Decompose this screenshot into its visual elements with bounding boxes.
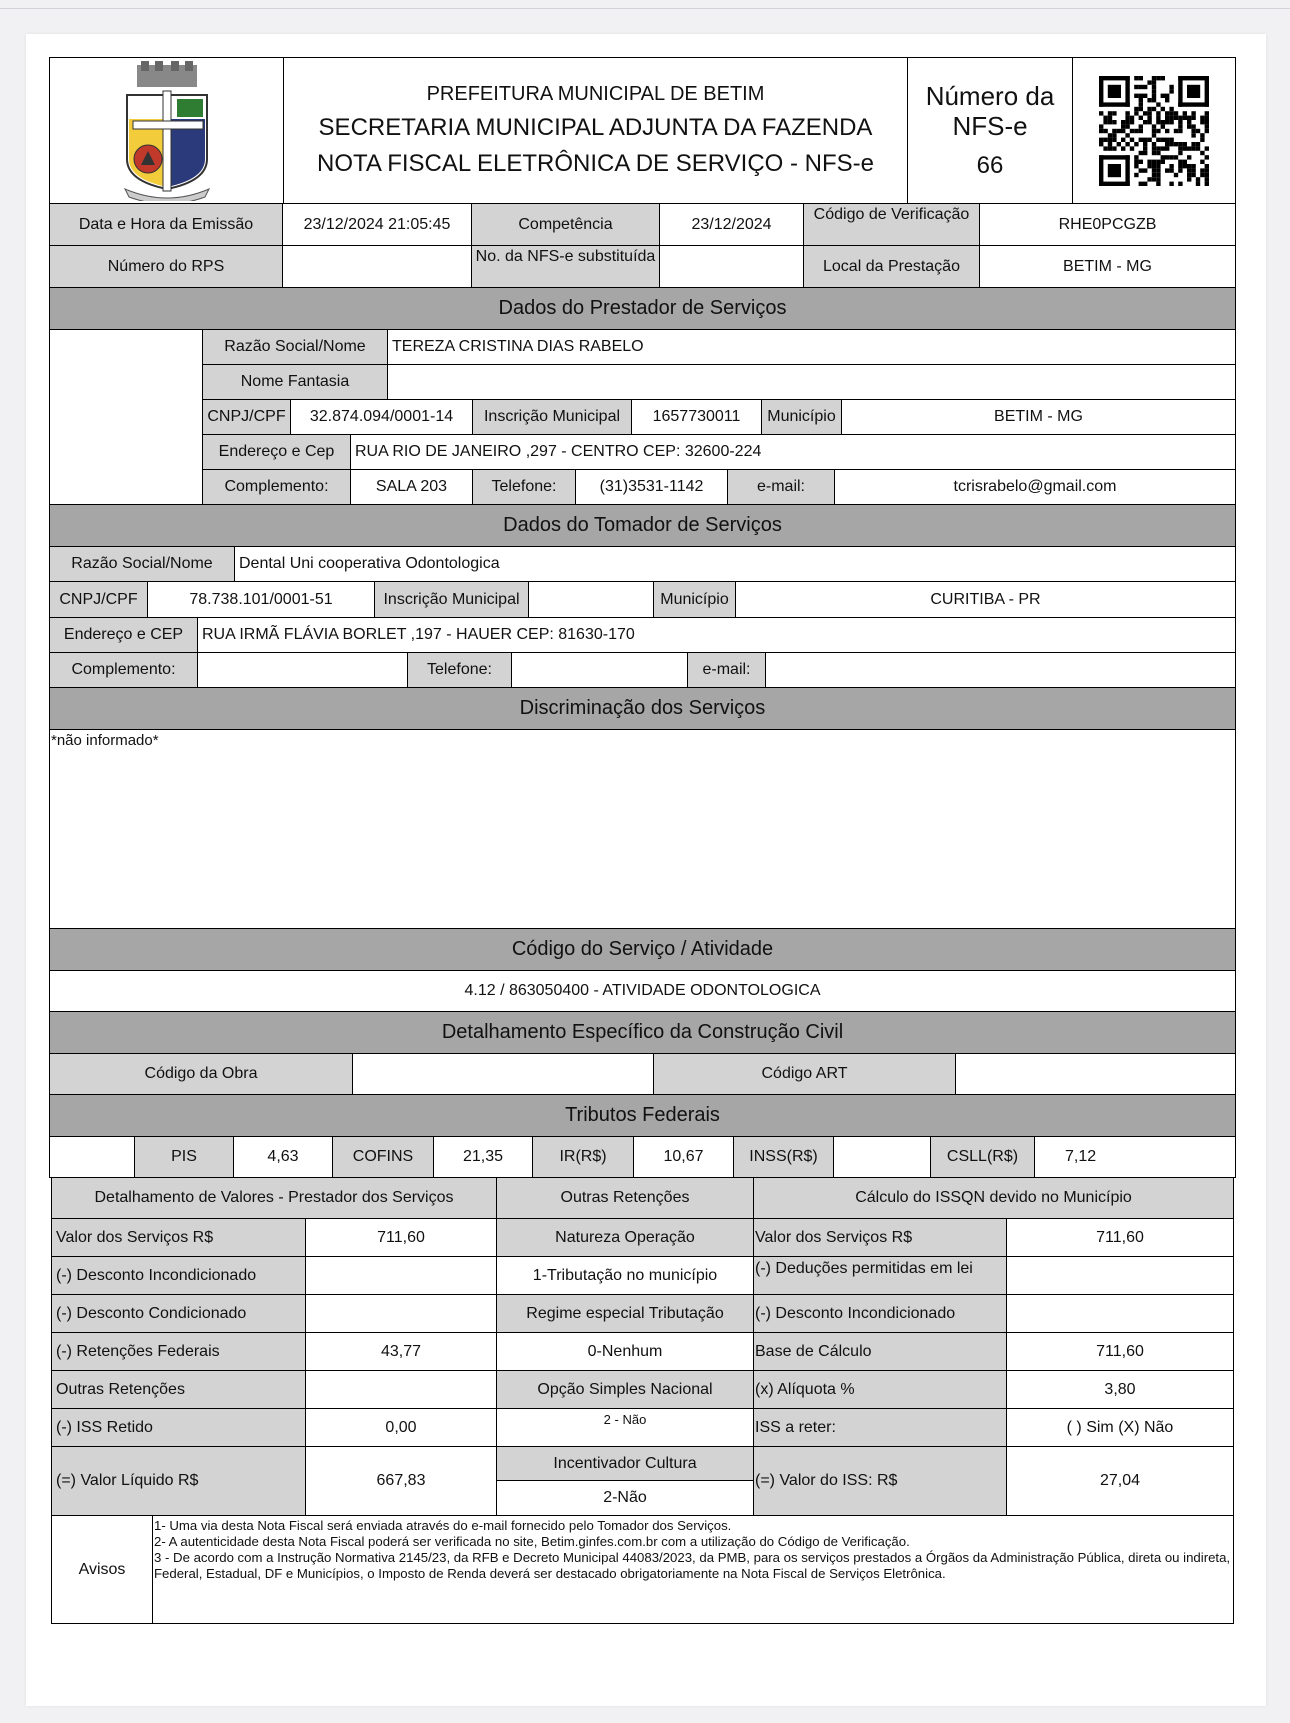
competencia-label: Competência bbox=[472, 204, 660, 246]
substituted-nfse-label: No. da NFS-e substituída bbox=[472, 246, 660, 288]
nfse-number-label-1: Número da bbox=[925, 80, 1055, 111]
service-location-value: BETIM - MG bbox=[980, 246, 1236, 288]
customer-address-row bbox=[49, 618, 1236, 653]
customer-city-value: CURITIBA - PR bbox=[736, 582, 1236, 618]
top-divider bbox=[0, 8, 1290, 9]
pis-value: 4,63 bbox=[234, 1137, 333, 1178]
competencia-value: 23/12/2024 bbox=[660, 204, 804, 246]
cultural-incentive-cell bbox=[497, 1447, 754, 1516]
values-row-label: Outras Retenções bbox=[52, 1371, 306, 1409]
cultural-incentive-label: Incentivador Cultura bbox=[497, 1447, 754, 1481]
provider-email-value: tcrisrabelo@gmail.com bbox=[835, 470, 1236, 505]
values-row-middle: 0-Nenhum bbox=[497, 1333, 754, 1371]
csll-value: 7,12 bbox=[1035, 1137, 1236, 1178]
csll-label: CSLL(R$) bbox=[931, 1137, 1035, 1178]
provider-fields bbox=[203, 330, 1236, 505]
verification-code-value: RHE0PCGZB bbox=[980, 204, 1236, 246]
emission-date-label: Data e Hora da Emissão bbox=[50, 204, 283, 246]
values-row bbox=[51, 1295, 1234, 1333]
customer-im-label: Inscrição Municipal bbox=[375, 582, 529, 618]
provider-complement-value: SALA 203 bbox=[351, 470, 473, 505]
customer-name-label: Razão Social/Nome bbox=[50, 547, 235, 582]
pis-label: PIS bbox=[135, 1137, 234, 1178]
values-row-issqn-value: ( ) Sim (X) Não bbox=[1007, 1409, 1234, 1447]
customer-email-label: e-mail: bbox=[688, 653, 766, 688]
values-row-issqn-label: ISS a reter: bbox=[754, 1409, 1007, 1447]
emission-date-value: 23/12/2024 21:05:45 bbox=[283, 204, 472, 246]
values-row-issqn-label: (-) Deduções permitidas em lei bbox=[754, 1257, 1007, 1295]
service-code-title: Código do Serviço / Atividade bbox=[49, 929, 1236, 971]
notice-3: 3 - De acordo com a Instrução Normativa 2145/23, da RFB e Decreto Municipal 44083/2023, da PMB, para os serviços prestados a Órgãos da Administração Pública, direta ou indireta, Federal, Estadual, DF e Municípios, o Imposto de Renda deverá ser destacado obrigatoriamente na Nota Fiscal de Serviços Eletrônica. bbox=[154, 1550, 1231, 1581]
values-row-value: 711,60 bbox=[306, 1219, 497, 1257]
values-row-label: (-) Retenções Federais bbox=[52, 1333, 306, 1371]
iss-value-label: (=) Valor do ISS: R$ bbox=[754, 1447, 1007, 1516]
customer-section-title: Dados do Tomador de Serviços bbox=[49, 505, 1236, 547]
values-block bbox=[51, 1178, 1234, 1624]
values-row-issqn-label: Base de Cálculo bbox=[754, 1333, 1007, 1371]
values-row-middle: Natureza Operação bbox=[497, 1219, 754, 1257]
provider-name-label: Razão Social/Nome bbox=[203, 330, 388, 365]
service-code-value: 4.12 / 863050400 - ATIVIDADE ODONTOLOGICA bbox=[50, 971, 1236, 1012]
provider-im-label: Inscrição Municipal bbox=[473, 400, 632, 435]
net-value: 667,83 bbox=[306, 1447, 497, 1516]
values-row-label: (-) ISS Retido bbox=[52, 1409, 306, 1447]
customer-complement-value bbox=[198, 653, 408, 688]
provider-block bbox=[49, 330, 1236, 505]
provider-cnpj-label: CNPJ/CPF bbox=[203, 400, 291, 435]
services-description-text: *não informado* bbox=[49, 730, 1236, 929]
provider-complement-label: Complemento: bbox=[203, 470, 351, 505]
provider-fantasy-label: Nome Fantasia bbox=[203, 365, 388, 400]
provider-city-value: BETIM - MG bbox=[842, 400, 1236, 435]
customer-email-value bbox=[766, 653, 1236, 688]
nfse-document bbox=[49, 57, 1236, 1624]
values-row-middle: 1-Tributação no município bbox=[497, 1257, 754, 1295]
values-row-middle: Regime especial Tributação bbox=[497, 1295, 754, 1333]
provider-fantasy-value bbox=[388, 365, 1236, 400]
customer-address-label: Endereço e CEP bbox=[50, 618, 198, 653]
cultural-incentive-value: 2-Não bbox=[497, 1481, 754, 1516]
values-row-issqn-label: (x) Alíquota % bbox=[754, 1371, 1007, 1409]
header-titles bbox=[284, 58, 908, 203]
document-title: NOTA FISCAL ELETRÔNICA DE SERVIÇO - NFS-e bbox=[316, 150, 874, 177]
construction-title: Detalhamento Específico da Construção Civil bbox=[49, 1012, 1236, 1054]
verification-code-label: Código de Verificação bbox=[804, 204, 980, 246]
federal-taxes-title: Tributos Federais bbox=[49, 1095, 1236, 1137]
customer-phone-value bbox=[512, 653, 688, 688]
cofins-label: COFINS bbox=[333, 1137, 434, 1178]
emission-row bbox=[49, 204, 1236, 246]
values-row-issqn-value bbox=[1007, 1257, 1234, 1295]
customer-contact-row bbox=[49, 653, 1236, 688]
values-header-row bbox=[51, 1178, 1234, 1219]
header bbox=[49, 57, 1236, 204]
provider-name-value: TEREZA CRISTINA DIAS RABELO bbox=[388, 330, 1236, 365]
values-row-value bbox=[306, 1257, 497, 1295]
rps-number-label: Número do RPS bbox=[50, 246, 283, 288]
net-value-label: (=) Valor Líquido R$ bbox=[52, 1447, 306, 1516]
values-row-value bbox=[306, 1371, 497, 1409]
provider-phone-value: (31)3531-1142 bbox=[576, 470, 728, 505]
values-row bbox=[51, 1409, 1234, 1447]
values-other-retentions-title: Outras Retenções bbox=[497, 1178, 754, 1219]
nfse-number: 66 bbox=[976, 151, 1004, 179]
customer-city-label: Município bbox=[654, 582, 736, 618]
services-description-title: Discriminação dos Serviços bbox=[49, 688, 1236, 730]
values-row-issqn-value bbox=[1007, 1295, 1234, 1333]
qr-code-icon bbox=[1073, 58, 1235, 203]
construction-obra-label: Código da Obra bbox=[50, 1054, 353, 1095]
construction-obra-value bbox=[353, 1054, 654, 1095]
values-row-value: 0,00 bbox=[306, 1409, 497, 1447]
customer-address-value: RUA IRMÃ FLÁVIA BORLET ,197 - HAUER CEP: 81630-170 bbox=[198, 618, 1236, 653]
values-row-middle: 2 - Não bbox=[497, 1409, 754, 1447]
cofins-value: 21,35 bbox=[434, 1137, 533, 1178]
customer-phone-label: Telefone: bbox=[408, 653, 512, 688]
nfse-number-box bbox=[908, 58, 1073, 203]
values-provider-title: Detalhamento de Valores - Prestador dos Serviços bbox=[52, 1178, 497, 1219]
provider-phone-label: Telefone: bbox=[473, 470, 576, 505]
provider-name-row bbox=[203, 330, 1236, 365]
notices bbox=[51, 1516, 1234, 1624]
betim-coat-of-arms-icon bbox=[50, 58, 284, 203]
values-row-issqn-value: 711,60 bbox=[1007, 1219, 1234, 1257]
customer-cnpj-label: CNPJ/CPF bbox=[50, 582, 148, 618]
values-row bbox=[51, 1219, 1234, 1257]
values-row-label: (-) Desconto Incondicionado bbox=[52, 1257, 306, 1295]
provider-address-row bbox=[203, 435, 1236, 470]
department-title: SECRETARIA MUNICIPAL ADJUNTA DA FAZENDA bbox=[318, 114, 873, 141]
customer-name-row bbox=[49, 547, 1236, 582]
inss-label: INSS(R$) bbox=[734, 1137, 834, 1178]
municipality-title: PREFEITURA MUNICIPAL DE BETIM bbox=[426, 83, 765, 105]
customer-name-value: Dental Uni cooperativa Odontologica bbox=[235, 547, 1236, 582]
values-row-issqn-value: 3,80 bbox=[1007, 1371, 1234, 1409]
notices-label: Avisos bbox=[52, 1516, 153, 1623]
provider-address-value: RUA RIO DE JANEIRO ,297 - CENTRO CEP: 32600-224 bbox=[351, 435, 1236, 470]
values-row-label: Valor dos Serviços R$ bbox=[52, 1219, 306, 1257]
notices-text bbox=[153, 1516, 1233, 1623]
customer-im-value bbox=[529, 582, 654, 618]
nfse-number-label-2: NFS-e bbox=[952, 110, 1028, 141]
construction-art-value bbox=[956, 1054, 1236, 1095]
rps-row bbox=[49, 246, 1236, 288]
values-rows bbox=[51, 1219, 1234, 1447]
customer-complement-label: Complemento: bbox=[50, 653, 198, 688]
customer-cnpj-value: 78.738.101/0001-51 bbox=[148, 582, 375, 618]
values-row bbox=[51, 1257, 1234, 1295]
notice-1: 1- Uma via desta Nota Fiscal será enviada através do e-mail fornecido pelo Tomador dos Serviços. bbox=[154, 1518, 732, 1533]
values-row bbox=[51, 1371, 1234, 1409]
values-row-issqn-value: 711,60 bbox=[1007, 1333, 1234, 1371]
service-location-label: Local da Prestação bbox=[804, 246, 980, 288]
rps-number-value bbox=[283, 246, 472, 288]
notice-2: 2- A autenticidade desta Nota Fiscal poderá ser verificada no site, Betim.ginfes.com.br com a utilização do Código de Verificação. bbox=[154, 1534, 910, 1549]
values-row-value bbox=[306, 1295, 497, 1333]
provider-section-title: Dados do Prestador de Serviços bbox=[49, 288, 1236, 330]
provider-address-label: Endereço e Cep bbox=[203, 435, 351, 470]
provider-im-value: 1657730011 bbox=[632, 400, 762, 435]
values-final-row bbox=[51, 1447, 1234, 1516]
construction-art-label: Código ART bbox=[654, 1054, 956, 1095]
federal-taxes-blank bbox=[50, 1137, 135, 1178]
federal-taxes-row bbox=[49, 1137, 1236, 1178]
values-row-middle: Opção Simples Nacional bbox=[497, 1371, 754, 1409]
substituted-nfse-value bbox=[660, 246, 804, 288]
service-code-row bbox=[49, 971, 1236, 1012]
ir-value: 10,67 bbox=[634, 1137, 734, 1178]
values-issqn-title: Cálculo do ISSQN devido no Município bbox=[754, 1178, 1234, 1219]
provider-ids-row bbox=[203, 400, 1236, 435]
provider-email-label: e-mail: bbox=[728, 470, 835, 505]
ir-label: IR(R$) bbox=[533, 1137, 634, 1178]
inss-value bbox=[834, 1137, 931, 1178]
values-row-issqn-label: Valor dos Serviços R$ bbox=[754, 1219, 1007, 1257]
customer-ids-row bbox=[49, 582, 1236, 618]
iss-value: 27,04 bbox=[1007, 1447, 1234, 1516]
provider-contact-row bbox=[203, 470, 1236, 505]
provider-cnpj-value: 32.874.094/0001-14 bbox=[291, 400, 473, 435]
values-row-value: 43,77 bbox=[306, 1333, 497, 1371]
construction-row bbox=[49, 1054, 1236, 1095]
provider-city-label: Município bbox=[762, 400, 842, 435]
values-row-issqn-label: (-) Desconto Incondicionado bbox=[754, 1295, 1007, 1333]
values-row-label: (-) Desconto Condicionado bbox=[52, 1295, 306, 1333]
values-row bbox=[51, 1333, 1234, 1371]
provider-blank bbox=[49, 330, 203, 505]
provider-fantasy-row bbox=[203, 365, 1236, 400]
